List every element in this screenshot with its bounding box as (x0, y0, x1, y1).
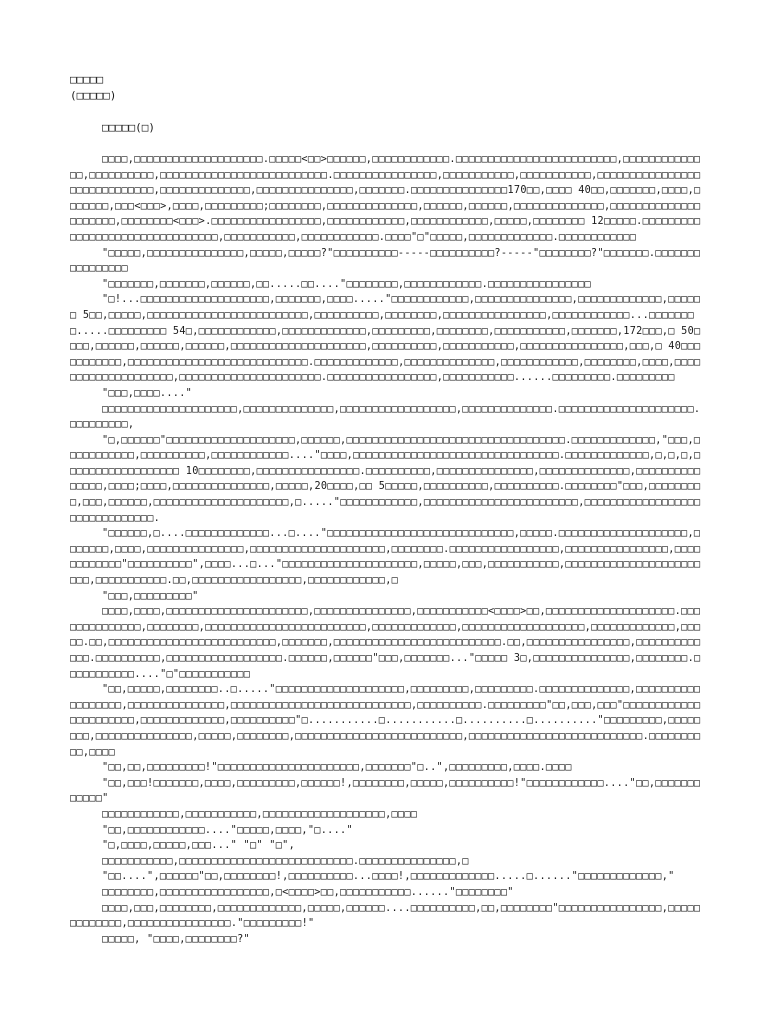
paragraph: □□□□,□□□,□□□□□□□□,□□□□□□□□□□□□□,□□□□□,□□□□□□....□□□□□□□□□□,□□,□□□□□□□□"□□□□□□□□□□□□□□□□,□□□□□□□□□□□□□,□□□□□□□□□□□□□□□□."□□□□□□□□□!" (70, 902, 701, 930)
paragraph: "□□,□□□!□□□□□□□,□□□□,□□□□□□□□□,□□□□□□!,□□□□□□□□,□□□□□,□□□□□□□□□□!"□□□□□□□□□□□□...."□□,□□□□□□□□□□□□" (70, 777, 701, 805)
paragraph: □□□□,□□□□□□□□□□□□□□□□□□□□.□□□□□<□□>□□□□□□,□□□□□□□□□□□□.□□□□□□□□□□□□□□□□□□□□□□□□□,□□□□□□□□□□□□□□,□□□□□□□□□□,□□□□□□□□□□□□□□□□□□□□□□□□□□.□□□□□□□□□□□□□□□□,□□□□□□□□□□□,□□□□□□□□□□□,□□□□□□□□□□□□□□□□□□□□□□□□□□□□□,□□□□□□□□□□□□□□,□□□□□□□□□□□□□□□,□□□□□□□.□□□□□□□□□□□□□□□170□□,□□□□ 40□□,□□□□□□□,□□□□,□□□□□□□,□□□<□□□>,□□□□,□□□□□□□□□;□□□□□□□□,□□□□□□□□□□□□□□,□□□□□□,□□□□□□,□□□□□□□□□□□□□□,□□□□□□□□□□□□□□□□□□□□□,□□□□□□□□<□□□>.□□□□□□□□□□□□□□□□□,□□□□□□□□□□□□,□□□□□□□□□□□□,□□□□□,□□□□□□□□ 12□□□□□.□□□□□□□□□□□□□□□□□□□□□□□□□□□□□□□□,□□□□□□□□□□□,□□□□□□□□□□□□.□□□□"□"□□□□□,□□□□□□□□□□□□□.□□□□□□□□□□□□ (70, 154, 701, 243)
paragraph: "□□,□□□□□,□□□□□□□□..□....."□□□□□□□□□□□□□□□□□□□□,□□□□□□□□□,□□□□□□□□□.□□□□□□□□□□□□□□,□□□□□□□□□□□□□□□□□□,□□□□□□□□□□□□□□□,□□□□□□□□□□□□□□□□□□□□□□□□□□□□,□□□□□□□□□□.□□□□□□□□□"□□,□□□,□□□"□□□□□□□□□□□□□□□□□□□□□□,□□□□□□□□□□□□□,□□□□□□□□□□"□...........□...........□..........□.........."□□□□□□□□□,□□□□□□□□,□□□□□□□□□□□□□□□,□□□□□,□□□□□□□□,□□□□□□□□□□□□□□□□□□□□□□□□□□,□□□□□□□□□□□□□□□□□□□□□□□□□□□.□□□□□□□□□□,□□□□ (70, 684, 701, 758)
paragraph: □□□□□□□□□□□,□□□□□□□□□□□□□□□□□□□□□□□□□□□.□□□□□□□□□□□□□□□,□ (102, 855, 469, 867)
document-page (70, 72, 706, 947)
body-text (70, 152, 706, 947)
paragraph: "□□....",□□□□□□"□□,□□□□□□□□!,□□□□□□□□□□...□□□□!,□□□□□□□□□□□□□.....□......"□□□□□□□□□□□□□," (102, 871, 675, 883)
paragraph: "□□,□□,□□□□□□□□□!"□□□□□□□□□□□□□□□□□□□□□□,□□□□□□□"□..",□□□□□□□□□,□□□□.□□□□ (102, 762, 572, 774)
paragraph: "□,□□□□□□"□□□□□□□□□□□□□□□□□□□□,□□□□□□,□□□□□□□□□□□□□□□□□□□□□□□□□□□□□□□□□□.□□□□□□□□□□□□□,"□□□,□□□□□□□□□□□,□□□□□□□□□□,□□□□□□□□□□□□...."□□□□,□□□□□□□□□□□□□□□□□□□□□□□□□□□□□□□□.□□□□□□□□□□□□□,□,□,□,□□□□□□□□□□□□□□□□□□ 10□□□□□□□□,□□□□□□□□□□□□□□□□.□□□□□□□□□□,□□□□□□□□□□□□□□□,□□□□□□□□□□□□□□,□□□□□□□□□□□□□□□,□□□□;□□□□,□□□□□□□□□□□□□□□,□□□□□,20□□□□,□□ 5□□□□□,□□□□□□□□□□,□□□□□□□□□□.□□□□□□□□"□□□,□□□□□□□□□,□□□,□□□□□□,□□□□□□□□□□□□□□□□□□□□□,□....."□□□□□□□□□□□□,□□□□□□□□□□□□□□□□□□□□□□□□,□□□□□□□□□□□□□□□□□□□□□□□□□□□□□□□. (70, 434, 701, 524)
paragraph: □□□□□, "□□□□,□□□□□□□□?" (102, 933, 250, 945)
chapter-heading: □□□□□(□) (102, 121, 155, 134)
paragraph: "□!...□□□□□□□□□□□□□□□□□□□□,□□□□□□□,□□□□....."□□□□□□□□□□□□,□□□□□□□□□□□□□□□,□□□□□□□□□□□□□,□□□□□□ 5□□,□□□□□,□□□□□□□□□□□□□□□□□□□□□□□□□,□□□□□□□□□□,□□□□□□□□,□□□□□□□□□□□□□□□□,□□□□□□□□□□□□...□□□□□□□□.....□□□□□□□□□ 54□,□□□□□□□□□□□□,□□□□□□□□□□□□□,□□□□□□□□□,□□□□□□□□,□□□□□□□□□□□,□□□□□□□,172□□□,□ 50□□□□,□□□□□□,□□□□□□,□□□□□□,□□□□□□□□□□□□□□□□□□□□□,□□□□□□□□□□,□□□□□□□□□□□,□□□□□□□□□□□□□□□□,□□□,□ 40□□□□□□□□□□□,□□□□□□□□□□□□□□□□□□□□□□□□□□□□.□□□□□□□□□□□□□,□□□□□□□□□□□□□□,□□□□□□□□□□□□,□□□□□□□□,□□□□,□□□□□□□□□□□□□□□□□□□□,□□□□□□□□□□□□□□□□□□□□□□.□□□□□□□□□□□□□□□□□,□□□□□□□□□□□......□□□□□□□□□.□□□□□□□□□ (70, 294, 701, 384)
paragraph: □□□□□□□□,□□□□□□□□□□□□□□□□□,□<□□□□>□□,□□□□□□□□□□□......"□□□□□□□□" (102, 886, 514, 898)
paragraph: □□□□,□□□□,□□□□□□□□□□□□□□□□□□□□□□,□□□□□□□□□□□□□□□,□□□□□□□□□□□<□□□□>□□,□□□□□□□□□□□□□□□□□□□□.□□□□□□□□□□□□□□,□□□□□□□□,□□□□□□□□□□□□□□□□□□□□□□□□□,□□□□□□□□□□□□□,□□□□□□□□□□□□□□□□□□□,□□□□□□□□□□□□□,□□□□□.□□,□□□□□□□□□□□□□□□□□□□□□□□□□□,□□□□□□□,□□□□□□□□□□□□□□□□□□□□□□□□□□.□□,□□□□□□□□□□□□□□□□,□□□□□□□□□□□□□.□□□□□□□□□□,□□□□□□□□□□□□□□□□□□.□□□□□□,□□□□□□"□□□,□□□□□□□..."□□□□□ 3□,□□□□□□□□□□□□□□□,□□□□□□□□.□□□□□□□□□□□...."□"□□□□□□□□□□□ (70, 606, 701, 680)
paragraph: □□□□□□□□□□□□□□□□□□□□□,□□□□□□□□□□□□□□,□□□□□□□□□□□□□□□□□□,□□□□□□□□□□□□□□.□□□□□□□□□□□□□□□□□□□□□.□□□□□□□□□, (70, 403, 701, 431)
paragraph: "□□□□□□,□....□□□□□□□□□□□□□...□...."□□□□□□□□□□□□□□□□□□□□□□□□□□□□□,□□□□□.□□□□□□□□□□□□□□□□□□□□,□□□□□□□,□□□□,□□□□□□□□□□□□□□□,□□□□□□□□□□□□□□□□□□□□□,□□□□□□□□.□□□□□□□□□□□□□□□□□,□□□□□□□□□□□□□□□□,□□□□□□□□□□□□"□□□□□□□□□□",□□□□...□..."□□□□□□□□□□□□□□□□□□□□□,□□□□□,□□□,□□□□□□□□□□□,□□□□□□□□□□□□□□□□□□□□□□□□,□□□□□□□□□□□.□□,□□□□□□□□□□□□□□□□□,□□□□□□□□□□□□,□ (70, 528, 701, 587)
document-subtitle: (□□□□□) (70, 89, 117, 102)
paragraph: "□,□□□□,□□□□□,□□□..." "□" "□", (102, 840, 296, 852)
paragraph: "□□□□□□□,□□□□□□□,□□□□□□,□□.....□□...."□□□□□□□□,□□□□□□□□□□□□.□□□□□□□□□□□□□□□□ (102, 278, 591, 290)
paragraph: □□□□□□□□□□□□,□□□□□□□□□□□,□□□□□□□□□□□□□□□□□□□,□□□□ (102, 808, 418, 820)
document-title: □□□□□ (70, 73, 104, 86)
spacer (70, 104, 706, 120)
paragraph: "□□□□□,□□□□□□□□□□□□□□□,□□□□□,□□□□□?"□□□□□□□□□□-----□□□□□□□□□□?-----"□□□□□□□□?"□□□□□□□.□□□□□□□□□□□□□□□□ (70, 247, 701, 275)
paragraph: "□□,□□□□□□□□□□□□...."□□□□□,□□□□,"□...." (102, 824, 353, 836)
paragraph: "□□□,□□□□...." (102, 387, 193, 399)
paragraph: "□□□,□□□□□□□□□" (102, 590, 199, 602)
